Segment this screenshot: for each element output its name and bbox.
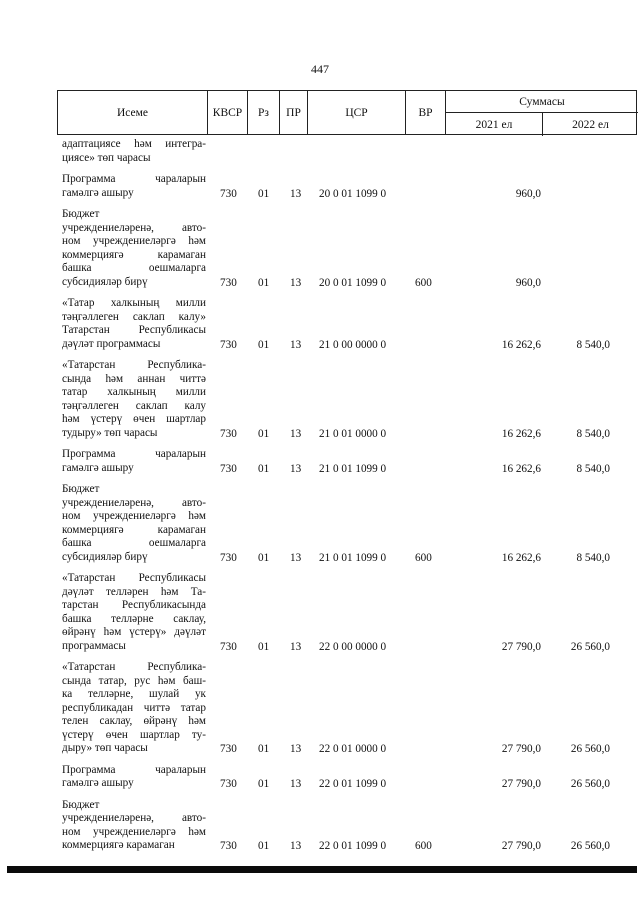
row-kvsr: 730 bbox=[220, 187, 237, 200]
row-name-line: субсидияләр бирү bbox=[62, 275, 148, 288]
table-header bbox=[57, 90, 637, 135]
row-rz: 01 bbox=[258, 338, 270, 351]
row-name-line: үстерү өчен шартлар ту- bbox=[62, 728, 206, 741]
row-name-line: гамәлгә ашыру bbox=[62, 186, 134, 199]
row-vr: 600 bbox=[415, 276, 432, 289]
row-y2022: 8 540,0 bbox=[576, 551, 610, 564]
row-name-line: тарстан Республикасында bbox=[62, 599, 206, 611]
row-name-line: башка оешмаларга bbox=[62, 262, 206, 274]
header-pr: ПР bbox=[280, 91, 308, 134]
row-name bbox=[62, 799, 206, 853]
header-name: Исеме bbox=[58, 91, 208, 134]
scan-edge-bar bbox=[7, 866, 637, 873]
row-name-line: башка телләрне саклау, bbox=[62, 612, 206, 625]
row-csr: 20 0 01 1099 0 bbox=[319, 187, 387, 200]
row-name-line: Бюджет bbox=[62, 208, 100, 220]
row-name-line: республикадан читтә татар bbox=[62, 701, 206, 714]
row-pr: 13 bbox=[290, 276, 302, 289]
row-name-line: гамәлгә ашыру bbox=[62, 777, 134, 789]
row-name-line: гамәлгә ашыру bbox=[62, 461, 134, 474]
row-name bbox=[62, 483, 206, 564]
row-y2021: 27 790,0 bbox=[501, 743, 541, 755]
row-name bbox=[62, 764, 206, 791]
row-csr: 21 0 01 0000 0 bbox=[319, 427, 387, 440]
row-name bbox=[62, 138, 206, 165]
header-csr: ЦСР bbox=[308, 91, 406, 134]
row-name-line: татар халкының милли bbox=[62, 386, 206, 398]
row-name-line: «Татарстан Республикасы bbox=[62, 572, 206, 584]
row-name-line: Бюджет bbox=[62, 483, 100, 495]
row-pr: 13 bbox=[290, 462, 302, 475]
row-pr: 13 bbox=[290, 338, 302, 351]
row-csr: 21 0 01 1099 0 bbox=[319, 551, 387, 564]
row-name-line: циясе» төп чарасы bbox=[62, 151, 151, 164]
row-kvsr: 730 bbox=[220, 743, 237, 755]
header-year-2022: 2022 ел bbox=[572, 118, 609, 131]
row-y2021: 27 790,0 bbox=[501, 778, 541, 790]
row-y2022: 26 560,0 bbox=[570, 743, 610, 755]
row-rz: 01 bbox=[258, 462, 270, 475]
row-name-line: учреждениеләренә, авто- bbox=[62, 221, 206, 234]
row-name-line: Программа чараларын bbox=[62, 448, 206, 460]
row-pr: 13 bbox=[290, 743, 302, 755]
row-name-line: дәүләт программасы bbox=[62, 337, 161, 350]
row-name-line: адаптациясе һәм интегра- bbox=[62, 138, 206, 150]
row-name bbox=[62, 448, 206, 475]
row-csr: 22 0 01 1099 0 bbox=[319, 840, 387, 852]
row-kvsr: 730 bbox=[220, 640, 237, 653]
row-y2021: 27 790,0 bbox=[501, 640, 541, 653]
row-csr: 22 0 00 0000 0 bbox=[319, 640, 387, 653]
row-kvsr: 730 bbox=[220, 778, 237, 790]
row-name-line: тудыру» төп чарасы bbox=[62, 426, 158, 439]
row-kvsr: 730 bbox=[220, 462, 237, 475]
row-name-line: учреждениеләренә, авто- bbox=[62, 812, 206, 824]
row-rz: 01 bbox=[258, 427, 270, 440]
row-y2022: 26 560,0 bbox=[570, 840, 610, 852]
row-kvsr: 730 bbox=[220, 840, 237, 852]
row-pr: 13 bbox=[290, 187, 302, 200]
row-name bbox=[62, 208, 206, 289]
header-rz: Рз bbox=[248, 91, 280, 134]
row-vr: 600 bbox=[415, 840, 432, 852]
row-y2022: 26 560,0 bbox=[570, 640, 610, 653]
row-y2021: 16 262,6 bbox=[501, 462, 541, 475]
row-name-line: программасы bbox=[62, 639, 126, 652]
row-vr: 600 bbox=[415, 551, 432, 564]
row-pr: 13 bbox=[290, 840, 302, 852]
row-name-line: коммерциягә карамаган bbox=[62, 523, 206, 536]
row-pr: 13 bbox=[290, 778, 302, 790]
header-sums-group bbox=[446, 91, 638, 134]
row-y2022: 8 540,0 bbox=[576, 427, 610, 440]
row-name-line: өйрәнү һәм үстерү» дәүләт bbox=[62, 626, 206, 638]
row-y2022: 26 560,0 bbox=[570, 778, 610, 790]
row-name-line: башка оешмаларга bbox=[62, 537, 206, 549]
row-name-line: ном учреждениеләргә һәм bbox=[62, 510, 206, 522]
row-rz: 01 bbox=[258, 276, 270, 289]
row-name-line: учреждениеләренә, авто- bbox=[62, 496, 206, 509]
row-name-line: Бюджет bbox=[62, 798, 100, 811]
row-name-line: Программа чараларын bbox=[62, 763, 206, 776]
row-name bbox=[62, 297, 206, 351]
row-name-line: тәңгәллеген саклап калу» bbox=[62, 310, 206, 323]
header-kvsr: КВСР bbox=[208, 91, 248, 134]
row-kvsr: 730 bbox=[220, 276, 237, 289]
header-vr: ВР bbox=[406, 91, 446, 134]
row-name-line: субсидияләр бирү bbox=[62, 550, 148, 563]
row-name-line: «Татар халкының милли bbox=[62, 297, 206, 309]
row-rz: 01 bbox=[258, 640, 270, 653]
row-y2022: 8 540,0 bbox=[576, 338, 610, 351]
page-number: 447 bbox=[311, 62, 329, 76]
row-pr: 13 bbox=[290, 427, 302, 440]
row-csr: 22 0 01 0000 0 bbox=[319, 743, 387, 755]
row-name-line: Программа чараларын bbox=[62, 173, 206, 185]
row-y2021: 27 790,0 bbox=[501, 840, 541, 852]
row-csr: 20 0 01 1099 0 bbox=[319, 276, 387, 289]
row-name-line: һәм үстерү өчен шартлар bbox=[62, 413, 206, 425]
row-rz: 01 bbox=[258, 743, 270, 755]
row-name-line: коммерциягә карамаган bbox=[62, 248, 206, 261]
row-name-line: тәңгәллеген саклап калу bbox=[62, 399, 206, 412]
header-year-2021: 2021 ел bbox=[446, 113, 543, 136]
row-y2022: 8 540,0 bbox=[576, 462, 610, 475]
row-name-line: ка телләрне, шулай ук bbox=[62, 688, 206, 700]
header-sums: Суммасы bbox=[446, 91, 638, 113]
row-csr: 21 0 00 0000 0 bbox=[319, 338, 387, 351]
row-rz: 01 bbox=[258, 551, 270, 564]
row-y2021: 960,0 bbox=[515, 187, 541, 200]
row-kvsr: 730 bbox=[220, 551, 237, 564]
row-rz: 01 bbox=[258, 187, 270, 200]
row-name-line: коммерциягә карамаган bbox=[62, 839, 175, 851]
row-name bbox=[62, 572, 206, 653]
row-name-line: дыру» төп чарасы bbox=[62, 742, 148, 754]
row-name bbox=[62, 359, 206, 440]
row-name bbox=[62, 661, 206, 756]
row-name-line: «Татарстан Республика- bbox=[62, 661, 206, 673]
row-rz: 01 bbox=[258, 778, 270, 790]
row-csr: 22 0 01 1099 0 bbox=[319, 778, 387, 790]
row-name-line: дәүләт телләрен һәм Та- bbox=[62, 585, 206, 598]
row-kvsr: 730 bbox=[220, 427, 237, 440]
row-pr: 13 bbox=[290, 640, 302, 653]
row-y2021: 960,0 bbox=[515, 276, 541, 289]
row-csr: 21 0 01 1099 0 bbox=[319, 462, 387, 475]
row-y2021: 16 262,6 bbox=[501, 551, 541, 564]
row-rz: 01 bbox=[258, 840, 270, 852]
row-name bbox=[62, 173, 206, 200]
row-y2021: 16 262,6 bbox=[501, 427, 541, 440]
row-name-line: сында һәм аннан читтә bbox=[62, 372, 206, 385]
row-name-line: Татарстан Республикасы bbox=[62, 324, 206, 336]
row-y2021: 16 262,6 bbox=[501, 338, 541, 351]
row-name-line: ном учреждениеләргә һәм bbox=[62, 825, 206, 838]
row-name-line: «Татарстан Республика- bbox=[62, 359, 206, 371]
row-pr: 13 bbox=[290, 551, 302, 564]
row-name-line: сында татар, рус һәм баш- bbox=[62, 674, 206, 687]
row-name-line: ном учреждениеләргә һәм bbox=[62, 235, 206, 247]
row-name-line: телен саклау, өйрәнү һәм bbox=[62, 715, 206, 727]
row-kvsr: 730 bbox=[220, 338, 237, 351]
